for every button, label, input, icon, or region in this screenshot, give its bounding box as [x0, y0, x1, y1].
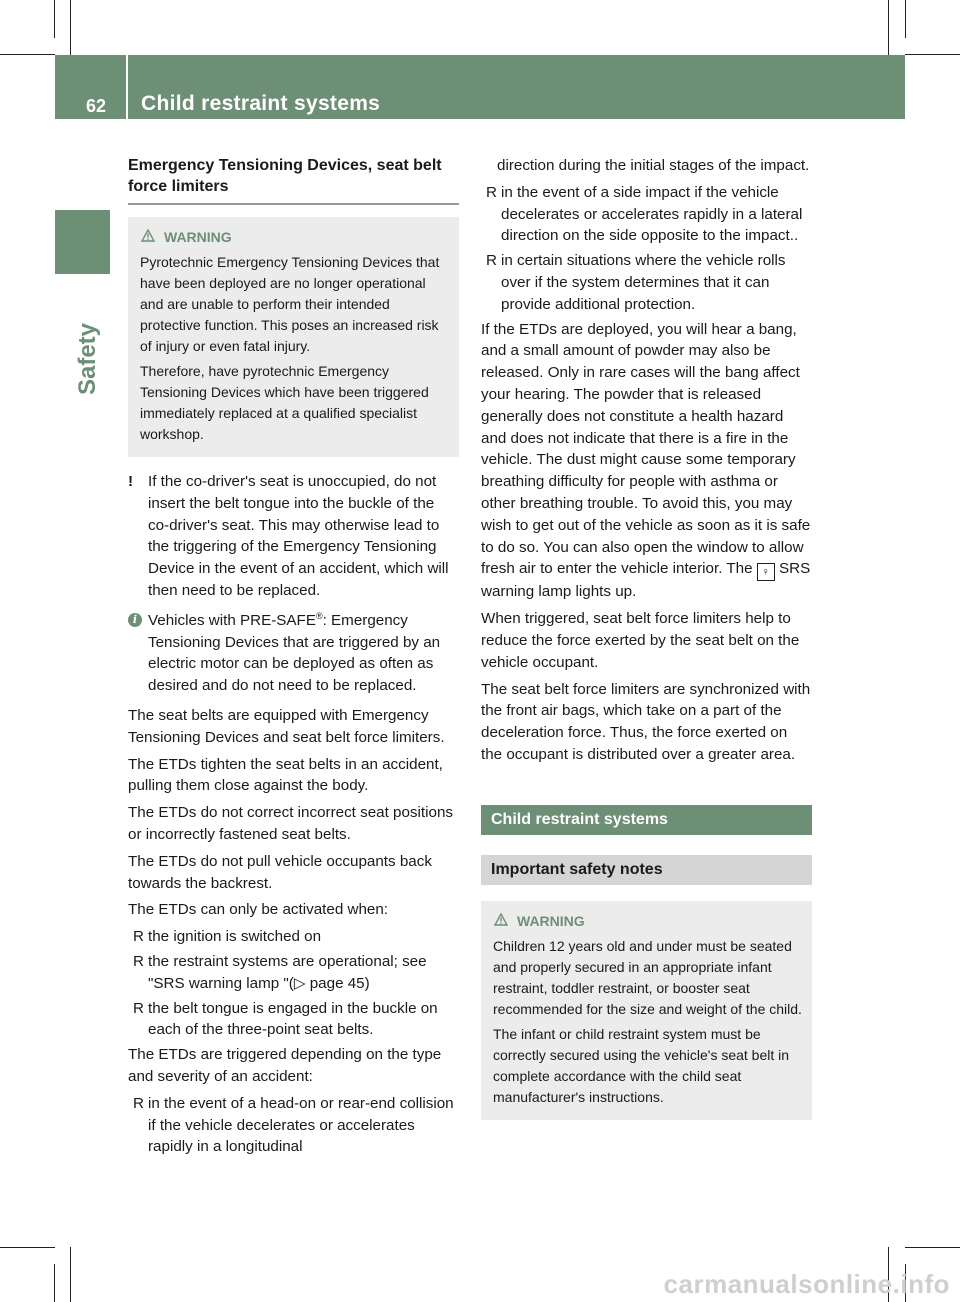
left-column [128, 155, 459, 1161]
body-paragraph-continued: direction during the initial stages of the impact. [497, 157, 810, 174]
list-item [128, 951, 459, 995]
watermark: carmanualsonline.info [663, 1269, 950, 1299]
side-tab-block [55, 210, 110, 274]
crop-mark [0, 54, 55, 55]
list-item-text: the belt tongue is engaged in the buckle on each of the three-point seat belts. [148, 999, 438, 1039]
body-paragraph [481, 319, 812, 604]
crop-mark [70, 0, 71, 55]
list-item-text: in the event of a head-on or rear-end collision if the vehicle decelerates or accelerates rapidly in a longitudinal [148, 1094, 454, 1156]
list-item [128, 1093, 459, 1158]
crop-mark [70, 1247, 71, 1302]
body-text: If the ETDs are deployed, you will hear a bang, and a small amount of powder may also be released. Only in rare cases will the bang affect your hearing. The powder that is released generally does not constitute a health hazard and does not indicate that there is a fire in the vehicle. The dust might cause some temporary breathing difficulty for people with asthma or other breathing trouble. To avoid this, you may wish to get out of the vehicle as soon as it is safe to do so. You can also open the window to allow fresh air to enter the vehicle interior. The [481, 320, 811, 578]
srs-warning-lamp-icon: ♀ [757, 563, 775, 581]
body-paragraph: The ETDs do not correct incorrect seat positions or incorrectly fastened seat belts. [128, 804, 453, 843]
warning-text: Therefore, have pyrotechnic Emergency Tensioning Devices which have been triggered immediately replaced at a qualified specialist workshop. [140, 363, 429, 442]
warning-text: Children 12 years old and under must be seated and properly secured in an appropriate infant restraint, toddler restraint, or booster seat recommended for the size and weight of the child. [493, 937, 802, 1017]
body-paragraph: The ETDs are triggered depending on the type and severity of an accident: [128, 1046, 442, 1085]
info-text-lead: Vehicles with PRE-SAFE [148, 611, 316, 629]
warning-box [481, 901, 812, 1120]
info-icon: i [128, 613, 142, 627]
body-text: SRS warning lamp lights up. [481, 560, 811, 601]
warning-title: WARNING [517, 912, 585, 929]
crop-mark [54, 0, 55, 38]
bullet-icon: R [486, 183, 497, 201]
warning-triangle-icon [140, 227, 156, 248]
list-item [128, 998, 459, 1042]
crop-mark [905, 1247, 960, 1248]
right-column [481, 155, 812, 1134]
bullet-icon: R [133, 1094, 144, 1112]
body-paragraph: When triggered, seat belt force limiters help to reduce the force exerted by the seat belt on the vehicle occupant. [481, 610, 800, 671]
bullet-icon: R [133, 999, 144, 1017]
list-item-text: in certain situations where the vehicle rolls over if the system determines that it can provide additional protection. [501, 252, 786, 313]
subsection-title-bar: Important safety notes [481, 855, 812, 885]
header-separator [126, 55, 128, 119]
bullet-icon: R [486, 252, 497, 270]
info-paragraph [128, 610, 459, 697]
note-paragraph [128, 471, 459, 602]
list-item-text: the ignition is switched on [148, 928, 322, 946]
registered-mark: ® [315, 610, 323, 621]
body-paragraph: The ETDs tighten the seat belts in an accident, pulling them close against the body. [128, 755, 443, 795]
warning-header [140, 227, 449, 248]
crop-mark [54, 1264, 55, 1302]
list-item [128, 926, 459, 948]
list-item [481, 182, 812, 247]
list-item-text: the restraint systems are operational; see "SRS warning lamp "(▷ page 45) [148, 952, 427, 992]
exclamation-icon: ! [128, 473, 134, 490]
warning-header [493, 911, 802, 932]
warning-box [128, 217, 459, 457]
list-item-text: in the event of a side impact if the vehicle decelerates or accelerates rapidly in a lateral direction on the side opposite to the impact.. [501, 183, 803, 245]
crop-mark [905, 0, 906, 38]
crop-mark [0, 1247, 55, 1248]
page-title: Child restraint systems [141, 92, 381, 115]
bullet-icon: R [133, 952, 144, 970]
body-paragraph: The seat belts are equipped with Emergency Tensioning Devices and seat belt force limiters. [128, 706, 445, 746]
body-paragraph: The seat belt force limiters are synchronized with the front air bags, which take on a part of the deceleration force. Thus, the force exerted on the occupant is distributed over a greater area. [481, 680, 811, 763]
warning-title: WARNING [164, 229, 232, 245]
note-text: If the co-driver's seat is unoccupied, do not insert the belt tongue into the buckle of the co-driver's seat. This may otherwise lead to the triggering of the Emergency Tensioning Device in the event of an accident, which will then need to be replaced. [148, 473, 449, 599]
crop-mark [905, 54, 960, 55]
warning-text: The infant or child restraint system must be correctly secured using the vehicle's seat belt in complete accordance with the child seat manufacturer's instructions. [493, 1025, 790, 1105]
section-heading: Emergency Tensioning Devices, seat belt force limiters [128, 155, 459, 205]
warning-text: Pyrotechnic Emergency Tensioning Devices that have been deployed are no longer operational and are unable to perform their intended protective function. This poses an increased risk of injury or even fatal injury. [140, 254, 440, 354]
body-paragraph: The ETDs do not pull vehicle occupants back towards the backrest. [128, 852, 432, 892]
side-tab-label: Safety [74, 322, 101, 396]
info-text: : Emergency Tensioning Devices that are triggered by an electric motor can be deployed as often as desired and do not need to be replaced. [148, 611, 441, 695]
bullet-icon: R [133, 928, 144, 946]
page-number: 62 [86, 96, 107, 116]
list-item [481, 250, 812, 315]
warning-triangle-icon [493, 911, 509, 932]
body-paragraph: The ETDs can only be activated when: [128, 901, 389, 919]
section-title-bar: Child restraint systems [481, 805, 812, 835]
crop-mark [888, 0, 889, 55]
